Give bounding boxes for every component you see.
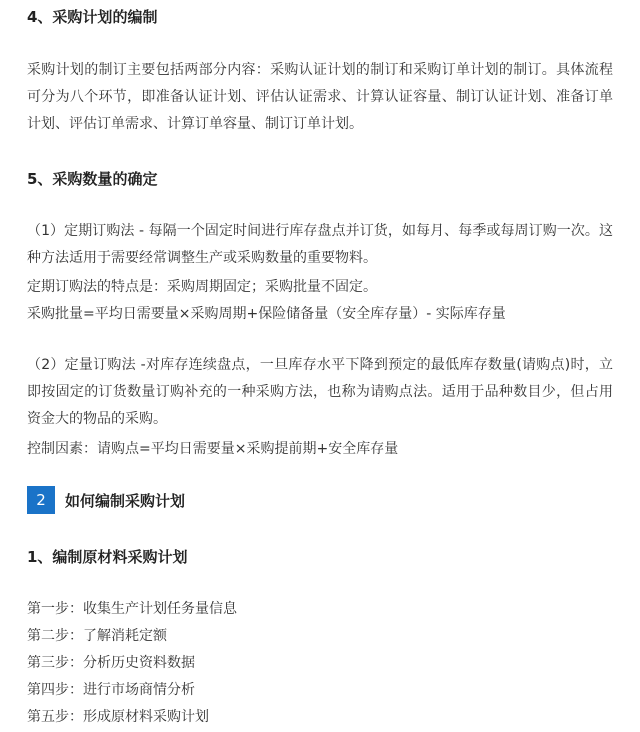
section-4-paragraph: 采购计划的制订主要包括两部分内容：采购认证计划的制订和采购订单计划的制订。具体流程可分为八个环节，即准备认证计划、评估认证需求、计算认证容量、制订认证计划、准备订单计划、评估订单需求、计算订单容量、制订订单计划。: [27, 62, 613, 132]
method-1-features: 定期订购法的特点是：采购周期固定；采购批量不固定。: [27, 279, 377, 295]
method-2-formula: 控制因素：请购点=平均日需要量×采购提前期+安全库存量: [27, 441, 399, 457]
section-1-heading: 1、编制原材料采购计划: [27, 548, 188, 566]
method-1-description: （1）定期订购法 - 每隔一个固定时间进行库存盘点并订货，如每月、每季或每周订购一次。这种方法适用于需要经常调整生产或采购数量的重要物料。: [27, 223, 613, 266]
part-2-header: [27, 486, 185, 514]
method-1-formula: 采购批量=平均日需要量×采购周期+保险储备量（安全库存量）- 实际库存量: [27, 306, 506, 322]
part-2-title: 如何编制采购计划: [65, 491, 186, 510]
step-list: [27, 596, 237, 731]
section-5-heading: 5、采购数量的确定: [27, 170, 158, 188]
method-2-description: （2）定量订购法 -对库存连续盘点，一旦库存水平下降到预定的最低库存数量(请购点)时，立即按固定的订货数量订购补充的一种采购方法，也称为请购点法。适用于品种数目少，但占用资金大的物品的采购。: [27, 357, 613, 427]
list-item: 第三步：分析历史资料数据: [27, 655, 195, 671]
section-4-heading: 4、采购计划的编制: [27, 8, 158, 26]
list-item: 第一步：收集生产计划任务量信息: [27, 601, 237, 617]
part-number-badge: 2: [27, 486, 55, 514]
list-item: 第五步：形成原材料采购计划: [27, 709, 209, 725]
list-item: 第四步：进行市场商情分析: [27, 682, 195, 698]
list-item: 第二步：了解消耗定额: [27, 628, 167, 644]
